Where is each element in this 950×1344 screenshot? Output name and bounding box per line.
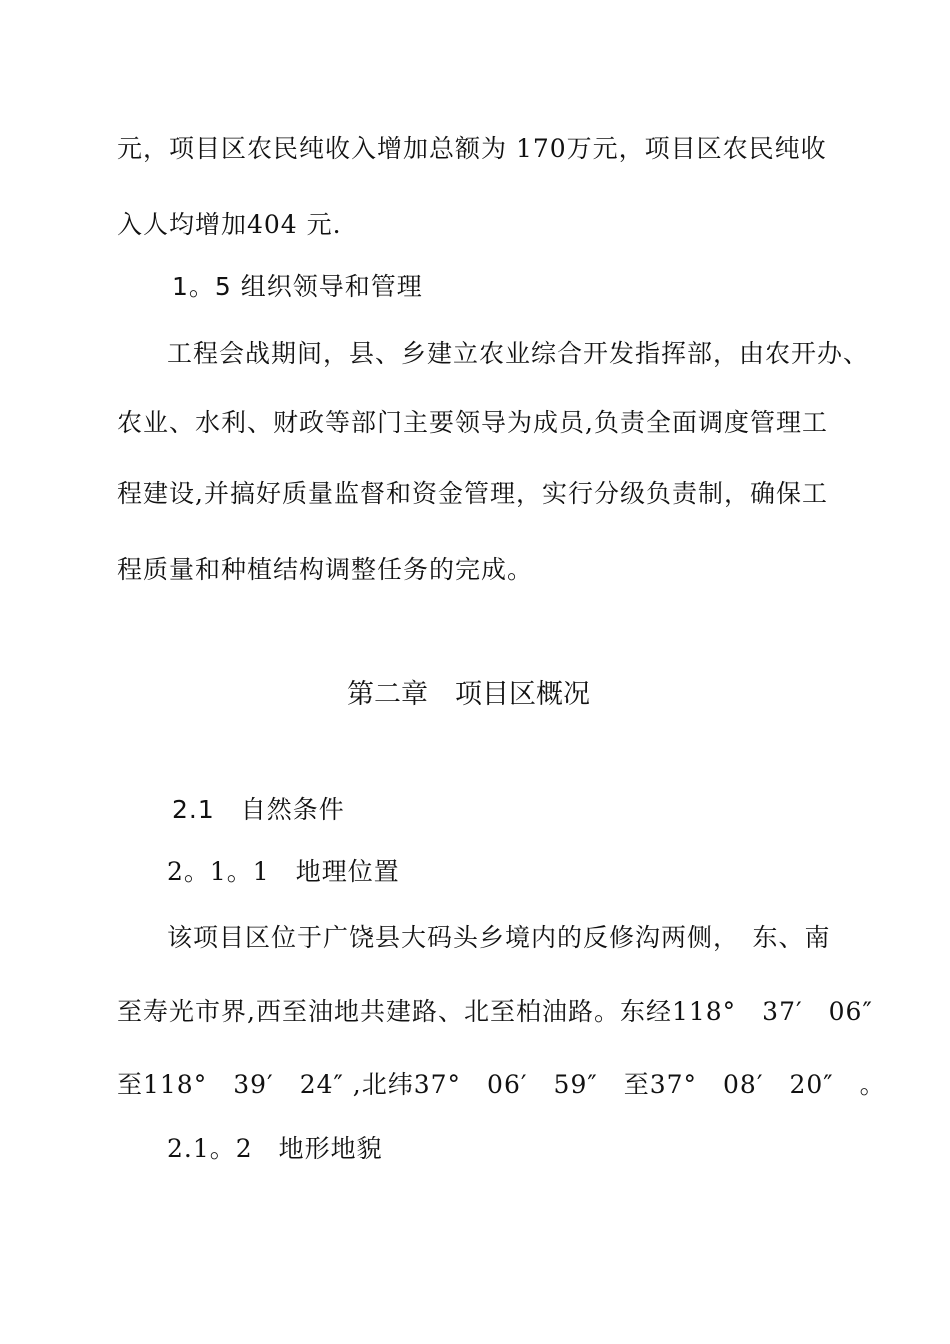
paragraph-line: 元，项目区农民纯收入增加总额为 170万元，项目区农民纯收 <box>117 134 827 163</box>
paragraph-line: 至寿光市界,西至油地共建路、北至柏油路。东经118° 37′ 06″ <box>117 997 873 1026</box>
paragraph-line: 至118° 39′ 24″ ,北纬37° 06′ 59″ 至37° 08′ 20″ 。 <box>117 1070 886 1099</box>
subsection-heading: 2.1。2 地形地貌 <box>167 1134 383 1163</box>
paragraph-line: 入人均增加404 元. <box>117 210 342 239</box>
paragraph-line: 该项目区位于广饶县大码头乡境内的反修沟两侧， 东、南 <box>167 923 831 952</box>
section-heading: 1。5 组织领导和管理 <box>172 272 423 301</box>
subsection-heading: 2。1。1 地理位置 <box>167 857 400 886</box>
chapter-title: 第二章 项目区概况 <box>347 679 590 710</box>
section-heading: 2.1 自然条件 <box>172 795 345 824</box>
paragraph-line: 程建设,并搞好质量监督和资金管理，实行分级负责制，确保工 <box>117 479 828 508</box>
paragraph-line: 工程会战期间，县、乡建立农业综合开发指挥部，由农开办、 <box>167 339 870 368</box>
paragraph-line: 农业、水利、财政等部门主要领导为成员,负责全面调度管理工 <box>117 408 828 437</box>
paragraph-line: 程质量和种植结构调整任务的完成。 <box>117 555 534 584</box>
